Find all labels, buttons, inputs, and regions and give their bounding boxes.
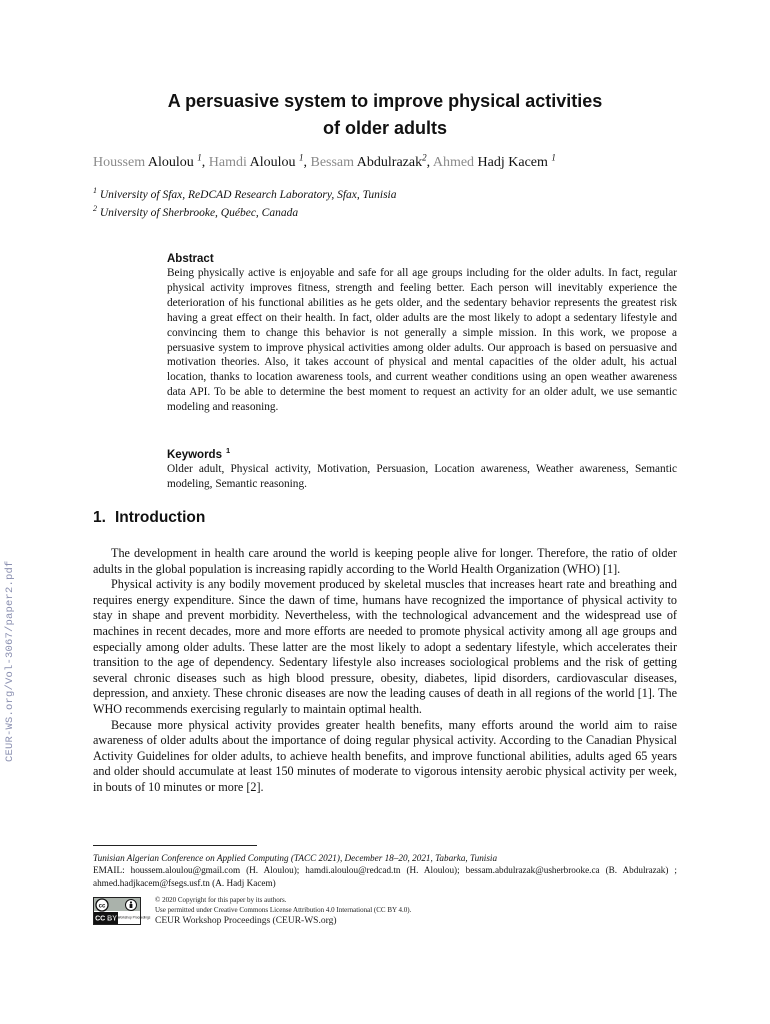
author: Ahmed Hadj Kacem $^1$ <box>432 152 556 170</box>
author: Bessam Abdulrazak$^2$, <box>310 152 433 170</box>
abstract <box>167 253 677 415</box>
section-heading <box>93 509 205 527</box>
paragraph: Because more physical activity provides greater health benefits, many efforts around the world aim to raise awareness of older adults about the importance of doing regular physical activity. According to the Canadian Physical Activity Guidelines for older adults, to achieve health benefits, and improve functional abilities, adults aged 65 years and older should accumulate at least 150 minutes of moderate to vigorous intensity aerobic physical activity per week, in bouts of 10 minutes or more [2]. <box>93 717 677 794</box>
keywords <box>167 446 677 492</box>
cc-by-logo-icon <box>93 897 151 925</box>
author-list <box>93 152 556 171</box>
footnotes <box>93 852 677 889</box>
author: Hamdi Aloulou $^1$, <box>208 152 311 170</box>
keywords-heading: Keywords $^1$ <box>167 446 231 461</box>
title-line-1: A persuasive system to improve physical activities <box>167 91 603 111</box>
svg-text:cc: cc <box>98 903 106 910</box>
paragraph: Physical activity is any bodily movement produced by skeletal muscles that increases heart rate and breathing and requires energy expenditure. Since the dawn of time, humans have recognized the importance of physical activity to stay in shape and prevent morbidity. Nevertheless, with the technological advancement and the widespread use of machines in recent decades, more and more efforts are needed to promote physical activity among all age groups and especially among older adults. These latter are the most likely to adopt a sedentary lifestyle, which accelerates their transition to the age of dependency. Sedentary lifestyle also increases sociological problems and the risk of getting several chronic diseases such as high blood pressure, obesity, diabetes, lipid disorders, cardiovascular diseases, depression, and anxiety. These chronic diseases are now the leading causes of death in all regions of the world [1]. The WHO recommends exercising regularly to maintain optimal health. <box>93 577 677 716</box>
section-title: Introduction <box>114 509 206 526</box>
section-number: 1. <box>93 509 106 526</box>
license-line: Use permitted under Creative Commons License Attribution 4.0 International (CC BY 4.0). <box>155 905 412 914</box>
author: Houssem Aloulou $^1$, <box>93 152 209 170</box>
keywords-text: Older adult, Physical activity, Motivation, Persuasion, Location awareness, Weather awareness, Semantic modeling, Semantic reasoning. <box>167 462 677 490</box>
proceedings-line: CEUR Workshop Proceedings (CEUR-WS.org) <box>155 916 337 926</box>
copyright-block <box>155 896 411 927</box>
abstract-heading: Abstract <box>167 253 214 265</box>
footnote-rule <box>93 845 257 846</box>
abstract-text: Being physically active is enjoyable and safe for all age groups including for the older adults. In fact, regular physical activity improves fitness, strength and feeling better. Each person will inevitably experience the deterioration of his functional abilities as he gets older, and the sedentary behavior represents the greatest risk having a great effect on their health. In fact, older adults are the most likely to adopt a sedentary lifestyle and convincing them to change this behavior is not generally a simple mission. In this work, we propose a persuasive system to improve physical activities among older adults. Our approach is based on persuasive and motivation theories. Also, it takes account of physical and mental capacities of the older adult, his actual location, thanks to location awareness tools, and current weather conditions using an open weather awareness data API. To be able to determine the best moment to request an activity for an older adult, we use semantic modeling and reasoning. <box>167 267 677 414</box>
side-url-stamp[interactable]: CEUR-WS.org/Vol-3067/paper2.pdf <box>4 560 16 762</box>
email-footnote: EMAIL: houssem.aloulou@gmail.com (H. Aloulou); hamdi.aloulou@redcad.tn (H. Aloulou); bessam.abdulrazak@usherbrooke.ca (B. Abdulrazak) ; ahmed.hadjkacem@fsegs.usf.tn (A. Hadj Kacem) <box>93 865 677 888</box>
svg-text:CC BY: CC BY <box>95 915 117 923</box>
paragraph: The development in health care around the world is keeping people alive for longer. Therefore, the ratio of older adults in the global population is increasing rapidly according to the World Health Organization (WHO) [1]. <box>93 546 677 576</box>
affiliation: $^1$ University of Sfax, ReDCAD Research Laboratory, Sfax, Tunisia <box>93 186 397 201</box>
title-line-2: of older adults <box>322 118 447 138</box>
paper-title <box>80 88 690 142</box>
conference-footnote: Tunisian Algerian Conference on Applied Computing (TACC 2021), December 18–20, 2021, Tabarka, Tunisia <box>93 853 498 863</box>
svg-text:CEUR Workshop Proceedings: CEUR Workshop Proceedings <box>107 915 151 920</box>
affiliation-list <box>93 184 397 221</box>
copyright-line: © 2020 Copyright for this paper by its authors. <box>155 896 287 904</box>
section-body <box>93 546 677 796</box>
affiliation: $^2$ University of Sherbrooke, Québec, Canada <box>93 204 299 220</box>
